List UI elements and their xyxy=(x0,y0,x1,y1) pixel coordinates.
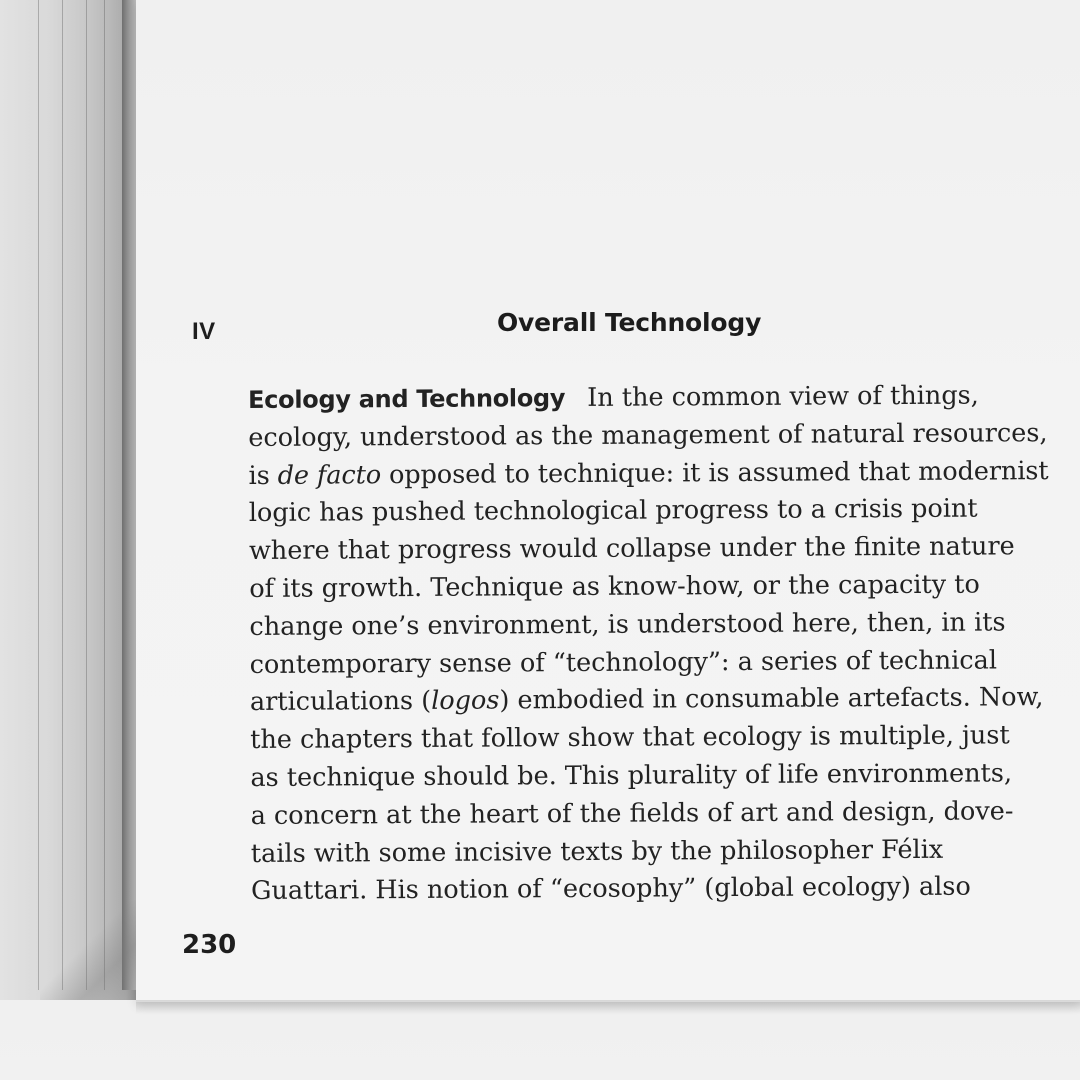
page-number: 230 xyxy=(182,930,237,960)
text-run: of its growth. Technique as know-how, or the capacity to xyxy=(249,569,980,604)
page-edge-line xyxy=(62,0,63,990)
text-line xyxy=(248,453,1048,496)
text-line xyxy=(249,604,1049,647)
text-run: change one’s environment, is understood here, then, in its xyxy=(249,607,1006,642)
text-run: a concern at the heart of the fields of art and design, dove- xyxy=(250,796,1014,831)
text-line xyxy=(250,642,1050,685)
text-run: as technique should be. This plurality of life environments, xyxy=(250,758,1013,793)
text-run: tails with some incisive texts by the philosopher Félix xyxy=(250,834,944,869)
italic-term: logos xyxy=(431,685,500,717)
text-run: where that progress would collapse under the finite nature xyxy=(248,531,1015,567)
text-line xyxy=(249,528,1049,571)
text-run: ecology, understood as the management of natural resources, xyxy=(248,417,1048,453)
text-line xyxy=(250,717,1050,760)
text-line xyxy=(250,755,1050,798)
page-bottom-shadow xyxy=(136,1000,1080,1014)
text-run: ) embodied in consumable artefacts. Now, xyxy=(499,682,1044,716)
text-run: logic has pushed technological progress to a crisis point xyxy=(248,493,978,529)
text-run: Guattari. His notion of “ecosophy” (global ecology) also xyxy=(251,871,971,907)
page-edge-line xyxy=(38,0,39,990)
text-run: articulations ( xyxy=(249,686,432,718)
page-stack-edge xyxy=(0,0,140,1000)
text-line xyxy=(250,679,1050,722)
text-line xyxy=(251,831,1051,874)
text-line xyxy=(249,491,1049,534)
page-edge-line xyxy=(104,0,105,990)
text-run: opposed to technique: it is assumed that modernist xyxy=(380,455,1049,490)
text-run: contemporary sense of “technology”: a series of technical xyxy=(249,645,998,680)
section-number: IV xyxy=(192,318,216,345)
text-run: the chapters that follow show that ecology is multiple, just xyxy=(250,720,1010,756)
text-line xyxy=(248,377,1048,420)
text-run: In the common view of things, xyxy=(587,380,979,413)
text-line xyxy=(251,793,1051,836)
body-paragraph xyxy=(248,377,1051,911)
running-head: Overall Technology xyxy=(497,308,762,337)
page-curl-shadow xyxy=(40,900,140,1000)
italic-term: de facto xyxy=(277,459,382,491)
text-line xyxy=(251,868,1051,911)
text-line xyxy=(248,415,1048,458)
page-edge-line xyxy=(86,0,87,990)
text-line xyxy=(249,566,1049,609)
entry-heading: Ecology and Technology xyxy=(248,384,566,414)
text-run: is xyxy=(248,460,278,491)
